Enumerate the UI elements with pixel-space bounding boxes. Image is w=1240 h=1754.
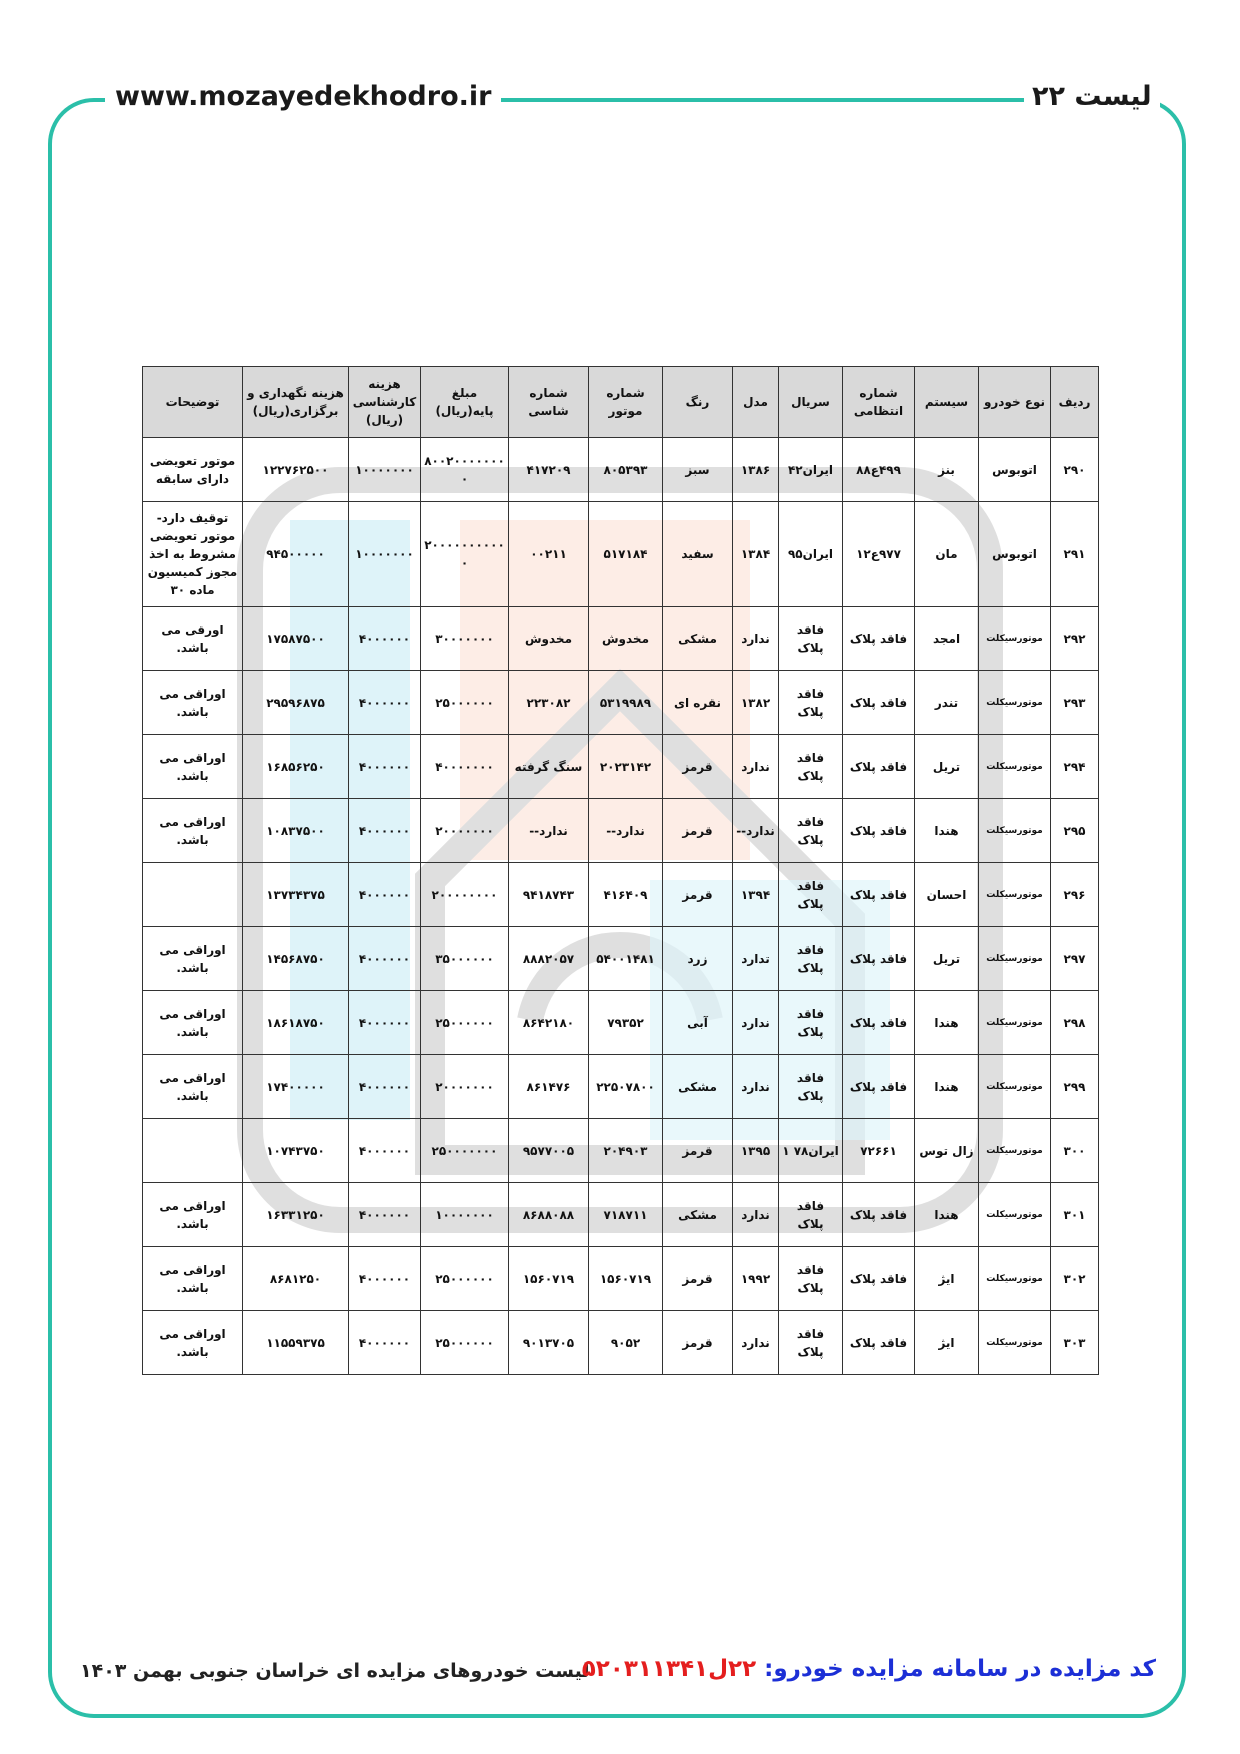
cell-chassis-number: مخدوش [509,607,589,671]
cell-serial: فاقد پلاک [779,927,843,991]
cell-row-number: ۲۹۳ [1051,671,1099,735]
cell-storage-fee: ۱۰۸۳۷۵۰۰ [243,799,349,863]
cell-chassis-number: ۸۸۸۲۰۵۷ [509,927,589,991]
list-caption: لیست خودروهای مزایده ای خراسان جنوبی بهمن ۱۴۰۳ [80,1660,590,1682]
cell-storage-fee: ۱۶۸۵۶۲۵۰ [243,735,349,799]
cell-serial: ایران۷۸ ۱ [779,1119,843,1183]
header-row-number: ردیف [1051,367,1099,438]
cell-color: قرمز [663,1311,733,1375]
cell-appraisal-fee: ۴۰۰۰۰۰۰ [349,607,421,671]
cell-base-price: ۲۰۰۰۰۰۰۰ [421,1055,509,1119]
cell-model: تدارد [733,927,779,991]
cell-model: ۱۳۸۶ [733,438,779,502]
table-row [143,927,1099,991]
cell-description: توقیف دارد-موتور تعویضی مشروط به اخذ مجوز کمیسیون ماده ۳۰ [143,502,243,607]
cell-vehicle-type: موتورسیکلت [979,1247,1051,1311]
table-row [143,1247,1099,1311]
cell-row-number: ۳۰۰ [1051,1119,1099,1183]
cell-system: هندا [915,1183,979,1247]
cell-plate-number: فاقد پلاک [843,607,915,671]
cell-serial: فاقد پلاک [779,607,843,671]
cell-engine-number: ۱۵۶۰۷۱۹ [589,1247,663,1311]
cell-system: هندا [915,991,979,1055]
cell-appraisal-fee: ۴۰۰۰۰۰۰ [349,799,421,863]
cell-appraisal-fee: ۱۰۰۰۰۰۰۰ [349,502,421,607]
cell-vehicle-type: اتوبوس [979,502,1051,607]
cell-row-number: ۲۹۸ [1051,991,1099,1055]
cell-serial: ایران۹۵ [779,502,843,607]
cell-chassis-number: ۸۶۱۴۷۶ [509,1055,589,1119]
cell-base-price: ۲۰۰۰۰۰۰۰۰۰۰۰ [421,502,509,607]
cell-serial: فاقد پلاک [779,671,843,735]
header-plate-number: شماره انتظامی [843,367,915,438]
cell-vehicle-type: موتورسیکلت [979,927,1051,991]
cell-row-number: ۲۹۵ [1051,799,1099,863]
header-chassis-number: شماره شاسی [509,367,589,438]
cell-description: اوراقی می باشد. [143,735,243,799]
header-appraisal-fee: هزینه کارشناسی (ریال) [349,367,421,438]
cell-model: ۱۳۹۴ [733,863,779,927]
cell-engine-number: ۵۳۱۹۹۸۹ [589,671,663,735]
cell-appraisal-fee: ۴۰۰۰۰۰۰ [349,671,421,735]
cell-appraisal-fee: ۴۰۰۰۰۰۰ [349,735,421,799]
cell-storage-fee: ۱۷۵۸۷۵۰۰ [243,607,349,671]
cell-vehicle-type: موتورسیکلت [979,1311,1051,1375]
cell-engine-number: ۵۱۷۱۸۴ [589,502,663,607]
cell-vehicle-type: موتورسیکلت [979,991,1051,1055]
header-color: رنگ [663,367,733,438]
cell-plate-number: فاقد پلاک [843,927,915,991]
cell-chassis-number: ندارد-- [509,799,589,863]
cell-engine-number: ۸۰۵۳۹۳ [589,438,663,502]
table-row [143,1055,1099,1119]
cell-plate-number: فاقد پلاک [843,1055,915,1119]
vehicle-table-container [142,366,1098,1375]
cell-model: ندارد-- [733,799,779,863]
cell-storage-fee: ۱۱۵۵۹۳۷۵ [243,1311,349,1375]
cell-vehicle-type: موتورسیکلت [979,799,1051,863]
table-row [143,671,1099,735]
cell-plate-number: ۹۷۷ع۱۲ [843,502,915,607]
cell-chassis-number: ۲۲۳۰۸۲ [509,671,589,735]
cell-storage-fee: ۹۴۵۰۰۰۰۰ [243,502,349,607]
cell-chassis-number: ۱۵۶۰۷۱۹ [509,1247,589,1311]
cell-plate-number: فاقد پلاک [843,735,915,799]
cell-base-price: ۲۰۰۰۰۰۰۰ [421,799,509,863]
table-row [143,1311,1099,1375]
cell-vehicle-type: اتوبوس [979,438,1051,502]
table-body [143,438,1099,1375]
auction-code-label: کد مزایده در سامانه مزایده خودرو: [764,1656,1156,1682]
cell-system: احسان [915,863,979,927]
vehicle-auction-table [142,366,1099,1375]
cell-serial: فاقد پلاک [779,735,843,799]
cell-appraisal-fee: ۴۰۰۰۰۰۰ [349,1183,421,1247]
cell-color: مشکی [663,1183,733,1247]
cell-row-number: ۳۰۲ [1051,1247,1099,1311]
cell-appraisal-fee: ۱۰۰۰۰۰۰۰ [349,438,421,502]
table-row [143,1183,1099,1247]
cell-color: قرمز [663,735,733,799]
cell-storage-fee: ۱۴۵۶۸۷۵۰ [243,927,349,991]
cell-chassis-number: ۴۱۷۲۰۹ [509,438,589,502]
cell-base-price: ۲۵۰۰۰۰۰۰ [421,671,509,735]
header-vehicle-type: نوع خودرو [979,367,1051,438]
cell-plate-number: فاقد پلاک [843,1311,915,1375]
cell-plate-number: فاقد پلاک [843,1183,915,1247]
cell-model: ندارد [733,607,779,671]
cell-chassis-number: ۸۶۴۲۱۸۰ [509,991,589,1055]
cell-chassis-number: ۰۰۲۱۱ [509,502,589,607]
cell-description [143,863,243,927]
cell-model: ۱۹۹۲ [733,1247,779,1311]
cell-appraisal-fee: ۴۰۰۰۰۰۰ [349,1247,421,1311]
table-row [143,799,1099,863]
header-serial: سریال [779,367,843,438]
cell-chassis-number: ۹۴۱۸۷۴۳ [509,863,589,927]
header-description: توضیحات [143,367,243,438]
header-system: سیستم [915,367,979,438]
cell-engine-number: ۴۱۶۴۰۹ [589,863,663,927]
cell-model: ندارد [733,1183,779,1247]
auction-code [582,1656,1156,1682]
cell-color: نقره ای [663,671,733,735]
cell-serial: فاقد پلاک [779,863,843,927]
cell-engine-number: ۷۱۸۷۱۱ [589,1183,663,1247]
header-model: مدل [733,367,779,438]
cell-color: مشکی [663,1055,733,1119]
website-url[interactable]: www.mozayedekhodro.ir [105,78,501,116]
cell-appraisal-fee: ۴۰۰۰۰۰۰ [349,863,421,927]
list-number-title: لیست ۲۲ [1024,78,1160,116]
cell-engine-number: ۵۴۰۰۱۴۸۱ [589,927,663,991]
cell-color: سفید [663,502,733,607]
table-row [143,735,1099,799]
table-header-row [143,367,1099,438]
table-row [143,438,1099,502]
cell-color: قرمز [663,863,733,927]
cell-serial: فاقد پلاک [779,1055,843,1119]
cell-system: هندا [915,799,979,863]
cell-engine-number: ۷۹۳۵۲ [589,991,663,1055]
cell-serial: فاقد پلاک [779,799,843,863]
cell-vehicle-type: موتورسیکلت [979,1055,1051,1119]
header-storage-fee: هزینه نگهداری و برگزاری(ریال) [243,367,349,438]
cell-chassis-number: سنگ گرفته [509,735,589,799]
cell-row-number: ۳۰۳ [1051,1311,1099,1375]
auction-code-value: ۲۲ل۵۲۰۳۱۱۳۴۱ [581,1656,757,1682]
table-row [143,863,1099,927]
cell-vehicle-type: موتورسیکلت [979,607,1051,671]
cell-base-price: ۲۵۰۰۰۰۰۰ [421,1247,509,1311]
cell-engine-number: ۲۲۵۰۷۸۰۰ [589,1055,663,1119]
cell-storage-fee: ۲۹۵۹۶۸۷۵ [243,671,349,735]
table-row [143,607,1099,671]
cell-system: تندر [915,671,979,735]
cell-chassis-number: ۹۰۱۳۷۰۵ [509,1311,589,1375]
cell-vehicle-type: موتورسیکلت [979,1119,1051,1183]
header-engine-number: شماره موتور [589,367,663,438]
cell-plate-number: فاقد پلاک [843,991,915,1055]
cell-model: ندارد [733,991,779,1055]
cell-description: اوراقی می باشد. [143,1247,243,1311]
cell-description: اوراقی می باشد. [143,1055,243,1119]
cell-row-number: ۲۹۰ [1051,438,1099,502]
cell-color: سبز [663,438,733,502]
cell-base-price: ۲۵۰۰۰۰۰۰ [421,1311,509,1375]
cell-description: اورقی می باشد. [143,607,243,671]
cell-serial: فاقد پلاک [779,1247,843,1311]
cell-description: اوراقی می باشد. [143,671,243,735]
cell-appraisal-fee: ۴۰۰۰۰۰۰ [349,991,421,1055]
cell-description: اوراقی می باشد. [143,927,243,991]
cell-serial: فاقد پلاک [779,991,843,1055]
cell-base-price: ۳۵۰۰۰۰۰۰ [421,927,509,991]
cell-plate-number: فاقد پلاک [843,863,915,927]
cell-color: آبی [663,991,733,1055]
table-row [143,1119,1099,1183]
cell-vehicle-type: موتورسیکلت [979,863,1051,927]
cell-plate-number: فاقد پلاک [843,671,915,735]
cell-serial: ایران۴۲ [779,438,843,502]
cell-model: ۱۳۸۴ [733,502,779,607]
cell-storage-fee: ۱۳۷۳۴۳۷۵ [243,863,349,927]
cell-storage-fee: ۱۶۳۳۱۲۵۰ [243,1183,349,1247]
cell-row-number: ۲۹۶ [1051,863,1099,927]
cell-storage-fee: ۱۰۷۴۳۷۵۰ [243,1119,349,1183]
cell-vehicle-type: موتورسیکلت [979,735,1051,799]
cell-color: قرمز [663,1247,733,1311]
cell-storage-fee: ۱۸۶۱۸۷۵۰ [243,991,349,1055]
cell-row-number: ۲۹۲ [1051,607,1099,671]
cell-appraisal-fee: ۴۰۰۰۰۰۰ [349,927,421,991]
cell-model: ندارد [733,1055,779,1119]
cell-base-price: ۴۰۰۰۰۰۰۰ [421,735,509,799]
cell-storage-fee: ۱۷۴۰۰۰۰۰ [243,1055,349,1119]
cell-appraisal-fee: ۴۰۰۰۰۰۰ [349,1055,421,1119]
header-base-price: مبلغ پایه(ریال) [421,367,509,438]
cell-storage-fee: ۱۲۲۷۶۲۵۰۰ [243,438,349,502]
cell-chassis-number: ۸۶۸۸۰۸۸ [509,1183,589,1247]
cell-system: تریل [915,735,979,799]
cell-system: مان [915,502,979,607]
cell-engine-number: ۲۰۲۳۱۴۲ [589,735,663,799]
cell-vehicle-type: موتورسیکلت [979,1183,1051,1247]
cell-plate-number: ۷۲۶۶۱ [843,1119,915,1183]
cell-row-number: ۲۹۴ [1051,735,1099,799]
cell-serial: فاقد پلاک [779,1183,843,1247]
cell-color: زرد [663,927,733,991]
cell-model: ۱۳۹۵ [733,1119,779,1183]
cell-plate-number: ۴۹۹ع۸۸ [843,438,915,502]
cell-row-number: ۳۰۱ [1051,1183,1099,1247]
cell-system: ایژ [915,1247,979,1311]
cell-engine-number: ۲۰۴۹۰۳ [589,1119,663,1183]
cell-base-price: ۲۰۰۰۰۰۰۰۰ [421,863,509,927]
cell-base-price: ۳۰۰۰۰۰۰۰ [421,607,509,671]
cell-description: موتور تعویضی دارای سابقه [143,438,243,502]
cell-plate-number: فاقد پلاک [843,799,915,863]
table-row [143,991,1099,1055]
cell-model: ندارد [733,1311,779,1375]
cell-base-price: ۸۰۰۲۰۰۰۰۰۰۰۰ [421,438,509,502]
cell-system: امجد [915,607,979,671]
cell-color: قرمز [663,799,733,863]
cell-base-price: ۱۰۰۰۰۰۰۰ [421,1183,509,1247]
cell-system: هندا [915,1055,979,1119]
table-row [143,502,1099,607]
cell-color: قرمز [663,1119,733,1183]
cell-model: ۱۳۸۲ [733,671,779,735]
cell-vehicle-type: موتورسیکلت [979,671,1051,735]
cell-color: مشکی [663,607,733,671]
cell-description: اوراقی می باشد. [143,1311,243,1375]
cell-engine-number: ۹۰۵۲ [589,1311,663,1375]
cell-description: اوراقی می باشد. [143,1183,243,1247]
cell-chassis-number: ۹۵۷۷۰۰۵ [509,1119,589,1183]
cell-system: ایژ [915,1311,979,1375]
cell-system: تریل [915,927,979,991]
cell-row-number: ۲۹۹ [1051,1055,1099,1119]
cell-system: بنز [915,438,979,502]
cell-model: ندارد [733,735,779,799]
cell-storage-fee: ۸۶۸۱۲۵۰ [243,1247,349,1311]
cell-row-number: ۲۹۷ [1051,927,1099,991]
cell-description: اوراقی می باشد. [143,991,243,1055]
cell-appraisal-fee: ۴۰۰۰۰۰۰ [349,1119,421,1183]
cell-row-number: ۲۹۱ [1051,502,1099,607]
cell-base-price: ۲۵۰۰۰۰۰۰ [421,991,509,1055]
cell-base-price: ۲۵۰۰۰۰۰۰۰ [421,1119,509,1183]
cell-description: اوراقی می باشد. [143,799,243,863]
cell-engine-number: مخدوش [589,607,663,671]
cell-serial: فاقد پلاک [779,1311,843,1375]
cell-description [143,1119,243,1183]
cell-system: زال توس [915,1119,979,1183]
cell-appraisal-fee: ۴۰۰۰۰۰۰ [349,1311,421,1375]
cell-engine-number: ندارد-- [589,799,663,863]
cell-plate-number: فاقد پلاک [843,1247,915,1311]
